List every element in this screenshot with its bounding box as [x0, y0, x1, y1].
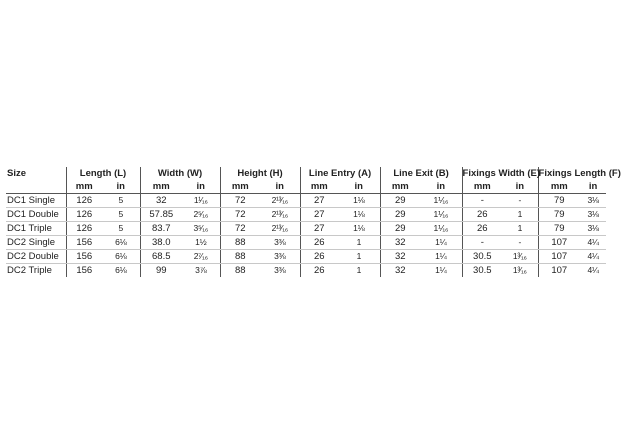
cell-mm: 156: [66, 250, 102, 264]
cell-mm: 79: [538, 208, 580, 222]
cell-mm: 88: [220, 264, 260, 278]
cell-in: 1¼: [435, 265, 447, 275]
row-size-label: DC2 Single: [6, 236, 66, 250]
cell-in: 1⅟₁₆: [420, 194, 462, 208]
cell-in: -: [502, 194, 538, 208]
size-unit-blank: [6, 181, 66, 194]
unit-in: in: [260, 181, 300, 194]
cell-in: 1³⁄₁₆: [502, 250, 538, 264]
unit-mm: mm: [220, 181, 260, 194]
cell-mm: 57.85: [140, 208, 182, 222]
unit-mm: mm: [462, 181, 502, 194]
cell-mm: 27: [300, 194, 338, 208]
group-header-length: Length (L): [66, 167, 140, 181]
unit-in: in: [502, 181, 538, 194]
cell-in: 2⁷⁄₁₆: [182, 250, 220, 264]
cell-mm: 156: [66, 236, 102, 250]
cell-mm: 126: [66, 194, 102, 208]
unit-mm: mm: [538, 181, 580, 194]
unit-in: in: [102, 181, 140, 194]
cell-in: 5: [102, 194, 140, 208]
group-header-fixings-width: Fixings Width (E): [462, 168, 541, 179]
cell-mm: 30.5: [462, 250, 502, 264]
cell-mm: 29: [380, 208, 420, 222]
cell-mm: 27: [300, 222, 338, 236]
cell-mm: 107: [538, 250, 580, 264]
cell-mm: 72: [220, 222, 260, 236]
table-row: [6, 222, 606, 236]
cell-mm: 79: [538, 194, 580, 208]
cell-mm: 88: [220, 250, 260, 264]
cell-in: 1⅟₁₆: [420, 222, 462, 236]
cell-mm: 26: [462, 222, 502, 236]
cell-mm: 107: [538, 236, 580, 250]
cell-in: 4¼: [580, 236, 606, 250]
row-size-label: DC1 Single: [6, 194, 66, 208]
cell-mm: 26: [300, 250, 338, 264]
cell-in: -: [502, 236, 538, 250]
cell-in: 1³⁄₁₆: [512, 265, 527, 275]
unit-mm: mm: [380, 181, 420, 194]
cell-in: 3⅜: [260, 250, 300, 264]
cell-in: 4¼: [587, 265, 599, 275]
row-size-label: DC1 Double: [6, 208, 66, 222]
cell-in: 2¹³⁄₁₆: [260, 208, 300, 222]
group-header-height: Height (H): [220, 167, 300, 181]
cell-in: 1¼: [420, 236, 462, 250]
cell-in: 3⅞: [195, 265, 207, 275]
cell-mm: 68.5: [140, 250, 182, 264]
table-row: [6, 236, 606, 250]
cell-in: 1: [502, 222, 538, 236]
cell-mm: 32: [380, 264, 420, 278]
cell-in: 1: [356, 265, 361, 275]
unit-mm: mm: [66, 181, 102, 194]
cell-in: 3⅜: [260, 236, 300, 250]
cell-in: 5: [102, 222, 140, 236]
cell-in: 3⅛: [580, 194, 606, 208]
cell-mm: 79: [538, 222, 580, 236]
cell-mm: 26: [300, 236, 338, 250]
cell-mm: 29: [380, 194, 420, 208]
table-body: [6, 194, 606, 278]
cell-in: 1½: [182, 236, 220, 250]
cell-mm: 126: [66, 208, 102, 222]
cell-mm: 38.0: [140, 236, 182, 250]
table-row: [6, 194, 606, 208]
cell-in: 1: [338, 236, 380, 250]
dimensions-table-container: [6, 167, 621, 277]
cell-in: 1⅛: [338, 194, 380, 208]
cell-in: 6⅛: [102, 250, 140, 264]
size-header: Size: [7, 168, 27, 179]
cell-in: 3⁵⁄₁₆: [182, 222, 220, 236]
row-size-label: DC1 Triple: [6, 222, 66, 236]
cell-mm: 107: [538, 264, 580, 278]
group-header-line-entry: Line Entry (A): [300, 167, 380, 181]
unit-in: in: [580, 181, 606, 194]
cell-in: 2¹³⁄₁₆: [260, 194, 300, 208]
cell-in: 3⅛: [580, 208, 606, 222]
cell-in: 1¹⁄₁₆: [182, 194, 220, 208]
unit-header-row: [6, 181, 606, 194]
group-header-row: [6, 167, 606, 181]
cell-in: 4¼: [580, 250, 606, 264]
table-row: [6, 208, 606, 222]
cell-mm: 83.7: [140, 222, 182, 236]
cell-in: 1: [502, 208, 538, 222]
cell-mm: 29: [380, 222, 420, 236]
cell-in: 1: [338, 250, 380, 264]
unit-in: in: [182, 181, 220, 194]
cell-in: 3⅛: [580, 222, 606, 236]
cell-in: 3⅜: [274, 265, 286, 275]
group-header-fixings-length: Fixings Length (F): [538, 168, 621, 179]
cell-in: 1⅛: [338, 208, 380, 222]
dimensions-table: [6, 167, 621, 277]
row-size-label: DC2 Double: [6, 250, 66, 264]
unit-in: in: [338, 181, 380, 194]
cell-in: 6⅛: [102, 236, 140, 250]
cell-mm: 126: [66, 222, 102, 236]
cell-mm: 32: [380, 250, 420, 264]
cell-mm: 88: [220, 236, 260, 250]
group-header-width: Width (W): [140, 167, 220, 181]
cell-mm: -: [462, 194, 502, 208]
unit-mm: mm: [140, 181, 182, 194]
cell-mm: 30.5: [462, 264, 502, 278]
cell-in: 5: [102, 208, 140, 222]
cell-mm: 72: [220, 194, 260, 208]
cell-in: 1⅛: [338, 222, 380, 236]
cell-mm: 27: [300, 208, 338, 222]
cell-in: 2⁵⁄₁₆: [182, 208, 220, 222]
group-header-line-exit: Line Exit (B): [380, 167, 462, 181]
cell-mm: 26: [462, 208, 502, 222]
cell-mm: 26: [300, 264, 338, 278]
unit-mm: mm: [300, 181, 338, 194]
cell-in: 1¼: [420, 250, 462, 264]
table-row: [6, 264, 606, 278]
cell-mm: 32: [380, 236, 420, 250]
unit-in: in: [420, 181, 462, 194]
cell-in: 2¹³⁄₁₆: [260, 222, 300, 236]
cell-in: 1⅟₁₆: [420, 208, 462, 222]
cell-in: 6⅛: [115, 265, 127, 275]
cell-mm: 99: [140, 264, 182, 278]
cell-mm: 156: [66, 264, 102, 278]
table-row: [6, 250, 606, 264]
cell-mm: 72: [220, 208, 260, 222]
cell-mm: -: [462, 236, 502, 250]
row-size-label: DC2 Triple: [7, 265, 52, 276]
cell-mm: 32: [140, 194, 182, 208]
